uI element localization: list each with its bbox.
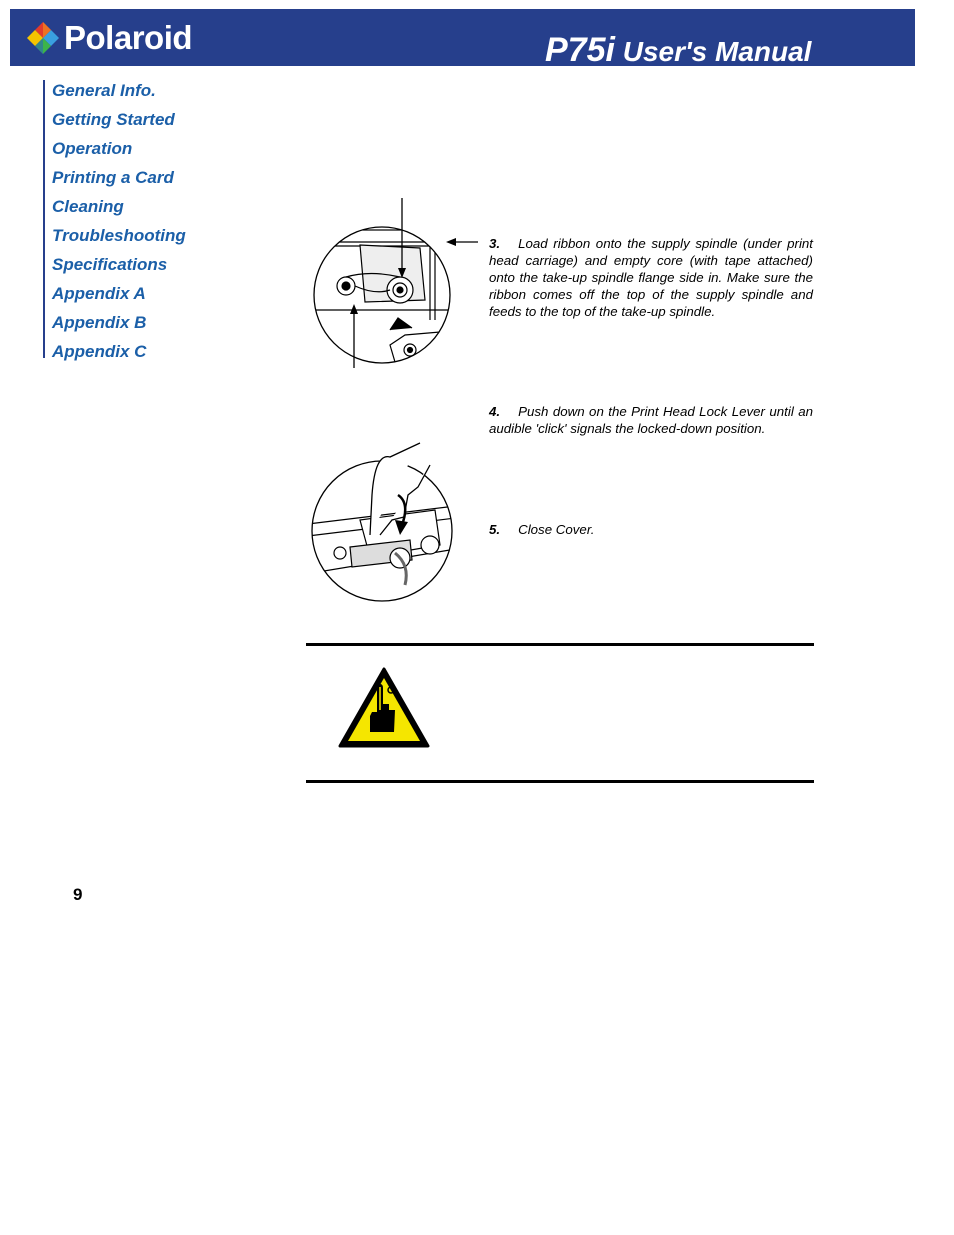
nav-item-getting-started[interactable]: Getting Started bbox=[52, 110, 175, 129]
nav-item-general-info[interactable]: General Info. bbox=[52, 81, 156, 100]
nav-item-appendix-a[interactable]: Appendix A bbox=[52, 284, 146, 303]
title-model: P75i bbox=[545, 31, 615, 69]
polaroid-logo[interactable] bbox=[26, 19, 192, 57]
title-rest: User's Manual bbox=[614, 36, 812, 67]
ribbon-loading-illustration bbox=[300, 190, 480, 370]
logo-text: Polaroid bbox=[64, 19, 193, 56]
step-4 bbox=[489, 403, 813, 437]
step-3 bbox=[489, 235, 813, 320]
warning-hand-icon bbox=[337, 666, 431, 750]
polaroid-logo-icon bbox=[26, 21, 60, 55]
nav-item-printing-a-card[interactable]: Printing a Card bbox=[52, 168, 174, 187]
sidebar-nav bbox=[43, 80, 245, 361]
nav-item-operation[interactable]: Operation bbox=[52, 139, 133, 158]
step-3-number: 3. bbox=[489, 236, 501, 251]
step-5-text: Close Cover. bbox=[518, 522, 595, 537]
page-title bbox=[545, 31, 811, 70]
nav-item-specifications[interactable]: Specifications bbox=[52, 255, 168, 274]
nav-item-appendix-c[interactable]: Appendix C bbox=[52, 342, 147, 361]
header-bar bbox=[10, 9, 915, 69]
step-5-number: 5. bbox=[489, 522, 501, 537]
step-4-text: Push down on the Print Head Lock Lever until an audible 'click' signals the locked-down position. bbox=[489, 404, 813, 436]
nav-item-troubleshooting[interactable]: Troubleshooting bbox=[52, 226, 186, 245]
divider-bottom bbox=[306, 780, 814, 783]
step-4-number: 4. bbox=[489, 404, 501, 419]
nav-item-appendix-b[interactable]: Appendix B bbox=[52, 313, 147, 332]
print-head-lock-illustration bbox=[300, 425, 480, 610]
nav-item-cleaning[interactable]: Cleaning bbox=[52, 197, 124, 216]
page-number: 9 bbox=[73, 885, 83, 904]
divider-top bbox=[306, 643, 814, 646]
step-5 bbox=[489, 521, 813, 538]
step-3-text: Load ribbon onto the supply spindle (under print head carriage) and empty core (with tape attached) onto the take-up spindle flange side in. Make sure the ribbon comes off the top of the supply spindle and feeds to the top of the take-up spindle. bbox=[489, 236, 813, 319]
